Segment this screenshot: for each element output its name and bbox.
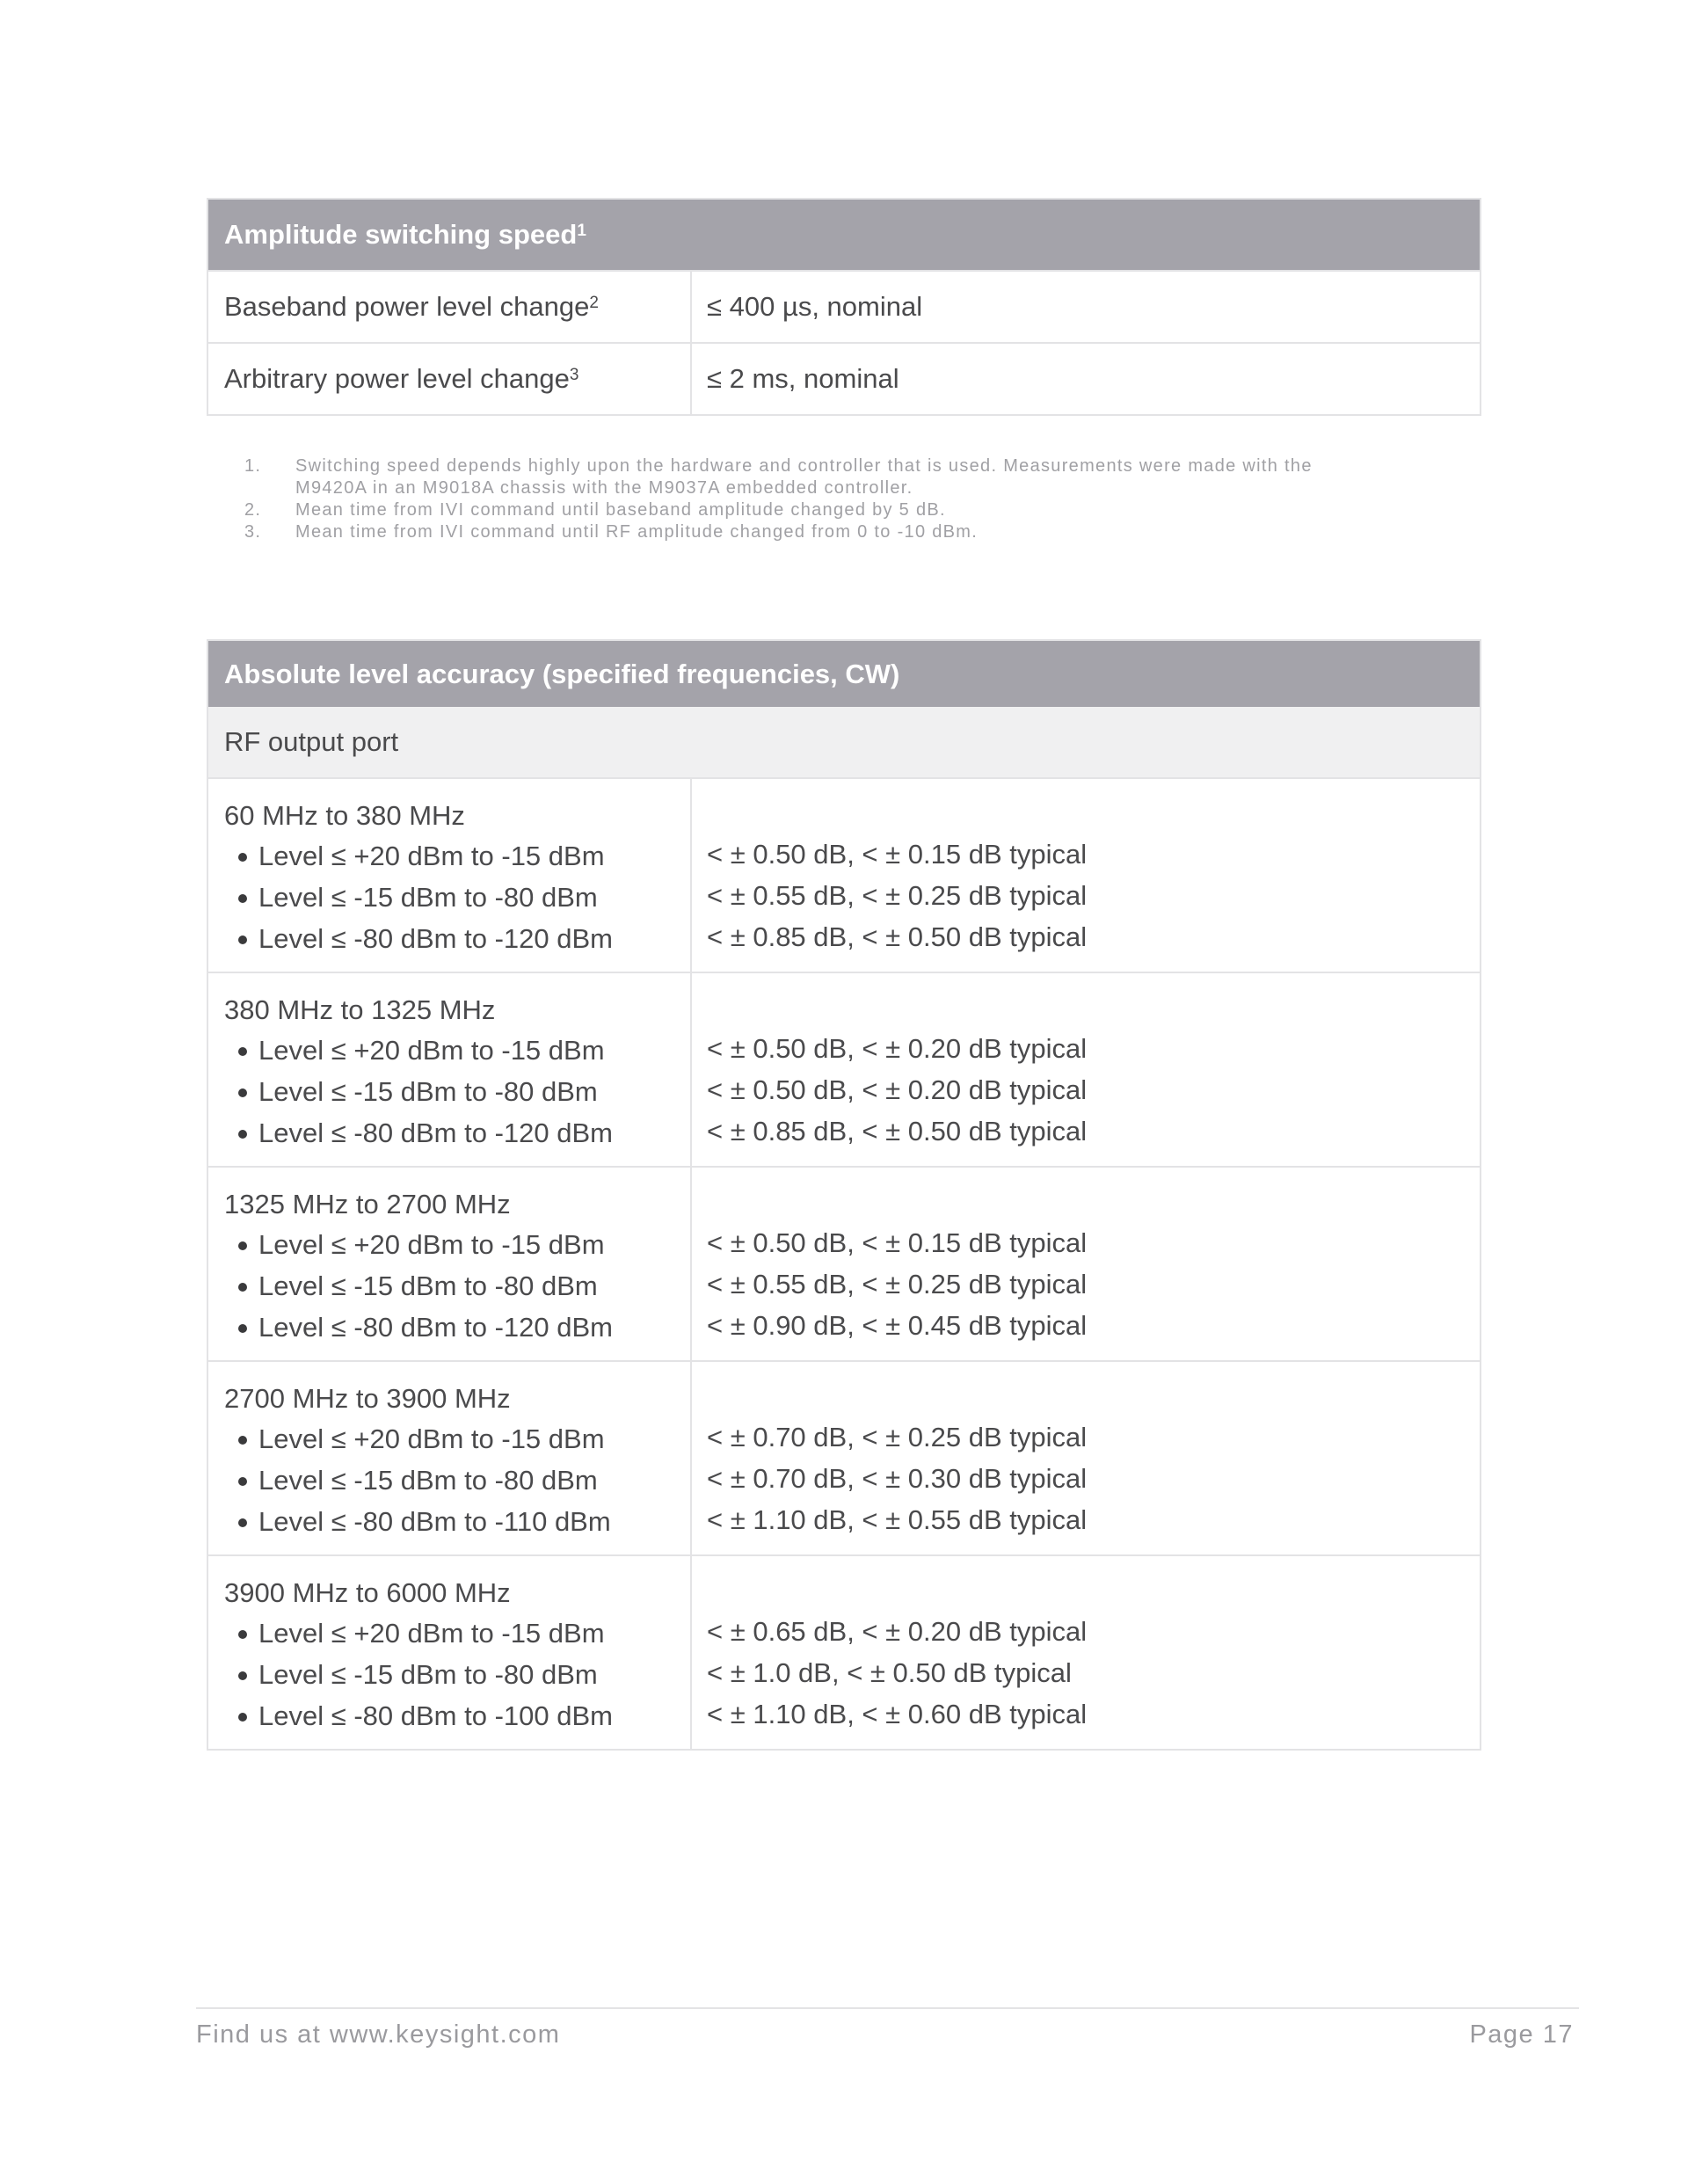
footnote-number: 1. <box>244 456 262 476</box>
list-item: Level ≤ -15 dBm to -80 dBm <box>224 1654 690 1695</box>
table-row <box>208 777 1480 972</box>
accuracy-value: < ± 1.10 dB, < ± 0.60 dB typical <box>707 1699 1088 1729</box>
row-value-cell <box>692 344 1480 414</box>
accuracy-values <box>707 1416 1480 1540</box>
level-list <box>224 1030 690 1154</box>
value-cell <box>692 779 1480 972</box>
row-value-cell <box>692 272 1480 342</box>
accuracy-values <box>707 1222 1480 1346</box>
accuracy-value: < ± 0.70 dB, < ± 0.30 dB typical <box>707 1463 1088 1494</box>
table-header <box>208 641 1480 707</box>
frequency-range: 3900 MHz to 6000 MHz <box>224 1577 511 1608</box>
list-item: Level ≤ -15 dBm to -80 dBm <box>224 1071 690 1112</box>
value-cell <box>692 973 1480 1166</box>
accuracy-value: < ± 0.50 dB, < ± 0.15 dB typical <box>707 1227 1088 1258</box>
accuracy-value: < ± 1.0 dB, < ± 0.50 dB typical <box>707 1657 1072 1688</box>
list-item: Level ≤ -80 dBm to -120 dBm <box>224 1112 690 1154</box>
footnote-number: 2. <box>244 500 262 520</box>
frequency-range: 2700 MHz to 3900 MHz <box>224 1383 511 1414</box>
subheader-label: RF output port <box>224 726 399 757</box>
amplitude-switching-speed-table <box>207 198 1481 416</box>
accuracy-value: < ± 1.10 dB, < ± 0.55 dB typical <box>707 1504 1088 1535</box>
list-item: Level ≤ -15 dBm to -80 dBm <box>224 877 690 918</box>
list-item: Level ≤ -80 dBm to -100 dBm <box>224 1695 690 1736</box>
value-cell <box>692 1168 1480 1360</box>
accuracy-value: < ± 0.65 dB, < ± 0.20 dB typical <box>707 1616 1088 1647</box>
list-item: Level ≤ +20 dBm to -15 dBm <box>224 1418 690 1460</box>
list-item: Level ≤ -80 dBm to -110 dBm <box>224 1501 690 1542</box>
footnote-text: Mean time from IVI command until baseband amplitude changed by 5 dB. <box>295 500 946 520</box>
absolute-level-accuracy-table <box>207 639 1481 1751</box>
list-item: Level ≤ -80 dBm to -120 dBm <box>224 1307 690 1348</box>
footnote-text: Switching speed depends highly upon the hardware and controller that is used. Measurements were made with the M9420A in an M9018A chassis with the M9037A embedded controller. <box>295 456 1313 498</box>
accuracy-value: < ± 0.85 dB, < ± 0.50 dB typical <box>707 1116 1088 1147</box>
table-row <box>208 1554 1480 1749</box>
value-cell <box>692 1556 1480 1749</box>
list-item: Level ≤ -15 dBm to -80 dBm <box>224 1460 690 1501</box>
list-item: Level ≤ +20 dBm to -15 dBm <box>224 1613 690 1654</box>
band-cell <box>208 779 692 972</box>
footnote-number: 3. <box>244 522 262 542</box>
footer-website[interactable]: Find us at www.keysight.com <box>196 2020 561 2049</box>
row-value: ≤ 2 ms, nominal <box>707 363 899 394</box>
footnote <box>244 521 1387 543</box>
level-list <box>224 835 690 959</box>
row-label: Baseband power level change <box>224 291 590 322</box>
table-row <box>208 342 1480 414</box>
footnote <box>244 455 1387 499</box>
accuracy-value: < ± 0.70 dB, < ± 0.25 dB typical <box>707 1422 1088 1452</box>
footnotes <box>244 455 1387 543</box>
frequency-range: 1325 MHz to 2700 MHz <box>224 1189 511 1219</box>
footnote <box>244 499 1387 521</box>
accuracy-value: < ± 0.85 dB, < ± 0.50 dB typical <box>707 921 1088 952</box>
table-row <box>208 270 1480 342</box>
accuracy-value: < ± 0.55 dB, < ± 0.25 dB typical <box>707 880 1088 911</box>
table-subheader <box>208 707 1480 777</box>
accuracy-value: < ± 0.50 dB, < ± 0.15 dB typical <box>707 839 1088 870</box>
list-item: Level ≤ +20 dBm to -15 dBm <box>224 835 690 877</box>
level-list <box>224 1418 690 1542</box>
table-row <box>208 972 1480 1166</box>
list-item: Level ≤ -15 dBm to -80 dBm <box>224 1265 690 1307</box>
value-cell <box>692 1362 1480 1554</box>
list-item: Level ≤ -80 dBm to -120 dBm <box>224 918 690 959</box>
footer-divider <box>196 2007 1579 2009</box>
row-label: Arbitrary power level change <box>224 363 570 394</box>
table-title: Amplitude switching speed <box>224 219 578 250</box>
frequency-range: 60 MHz to 380 MHz <box>224 800 465 831</box>
table-row <box>208 1360 1480 1554</box>
level-list <box>224 1224 690 1348</box>
row-label-cell: Baseband power level change $^2$ <box>208 272 692 342</box>
band-cell <box>208 1556 692 1749</box>
table-row <box>208 1166 1480 1360</box>
band-cell <box>208 1362 692 1554</box>
accuracy-value: < ± 0.50 dB, < ± 0.20 dB typical <box>707 1033 1088 1064</box>
accuracy-values <box>707 834 1480 957</box>
list-item: Level ≤ +20 dBm to -15 dBm <box>224 1224 690 1265</box>
band-cell <box>208 973 692 1166</box>
row-label-cell: Arbitrary power level change $^3$ <box>208 344 692 414</box>
list-item: Level ≤ +20 dBm to -15 dBm <box>224 1030 690 1071</box>
accuracy-values <box>707 1611 1480 1735</box>
table-title: Absolute level accuracy (specified frequencies, CW) <box>224 658 900 689</box>
row-value: ≤ 400 µs, nominal <box>707 291 923 322</box>
footnote-text: Mean time from IVI command until RF amplitude changed from 0 to -10 dBm. <box>295 522 979 542</box>
accuracy-value: < ± 0.50 dB, < ± 0.20 dB typical <box>707 1074 1088 1105</box>
accuracy-value: < ± 0.55 dB, < ± 0.25 dB typical <box>707 1269 1088 1299</box>
level-list <box>224 1613 690 1736</box>
accuracy-value: < ± 0.90 dB, < ± 0.45 dB typical <box>707 1310 1088 1341</box>
page-number: Page 17 <box>1469 2020 1574 2049</box>
band-cell <box>208 1168 692 1360</box>
table-header: Amplitude switching speed $^1$ <box>208 200 1480 270</box>
frequency-range: 380 MHz to 1325 MHz <box>224 994 496 1025</box>
accuracy-values <box>707 1028 1480 1152</box>
